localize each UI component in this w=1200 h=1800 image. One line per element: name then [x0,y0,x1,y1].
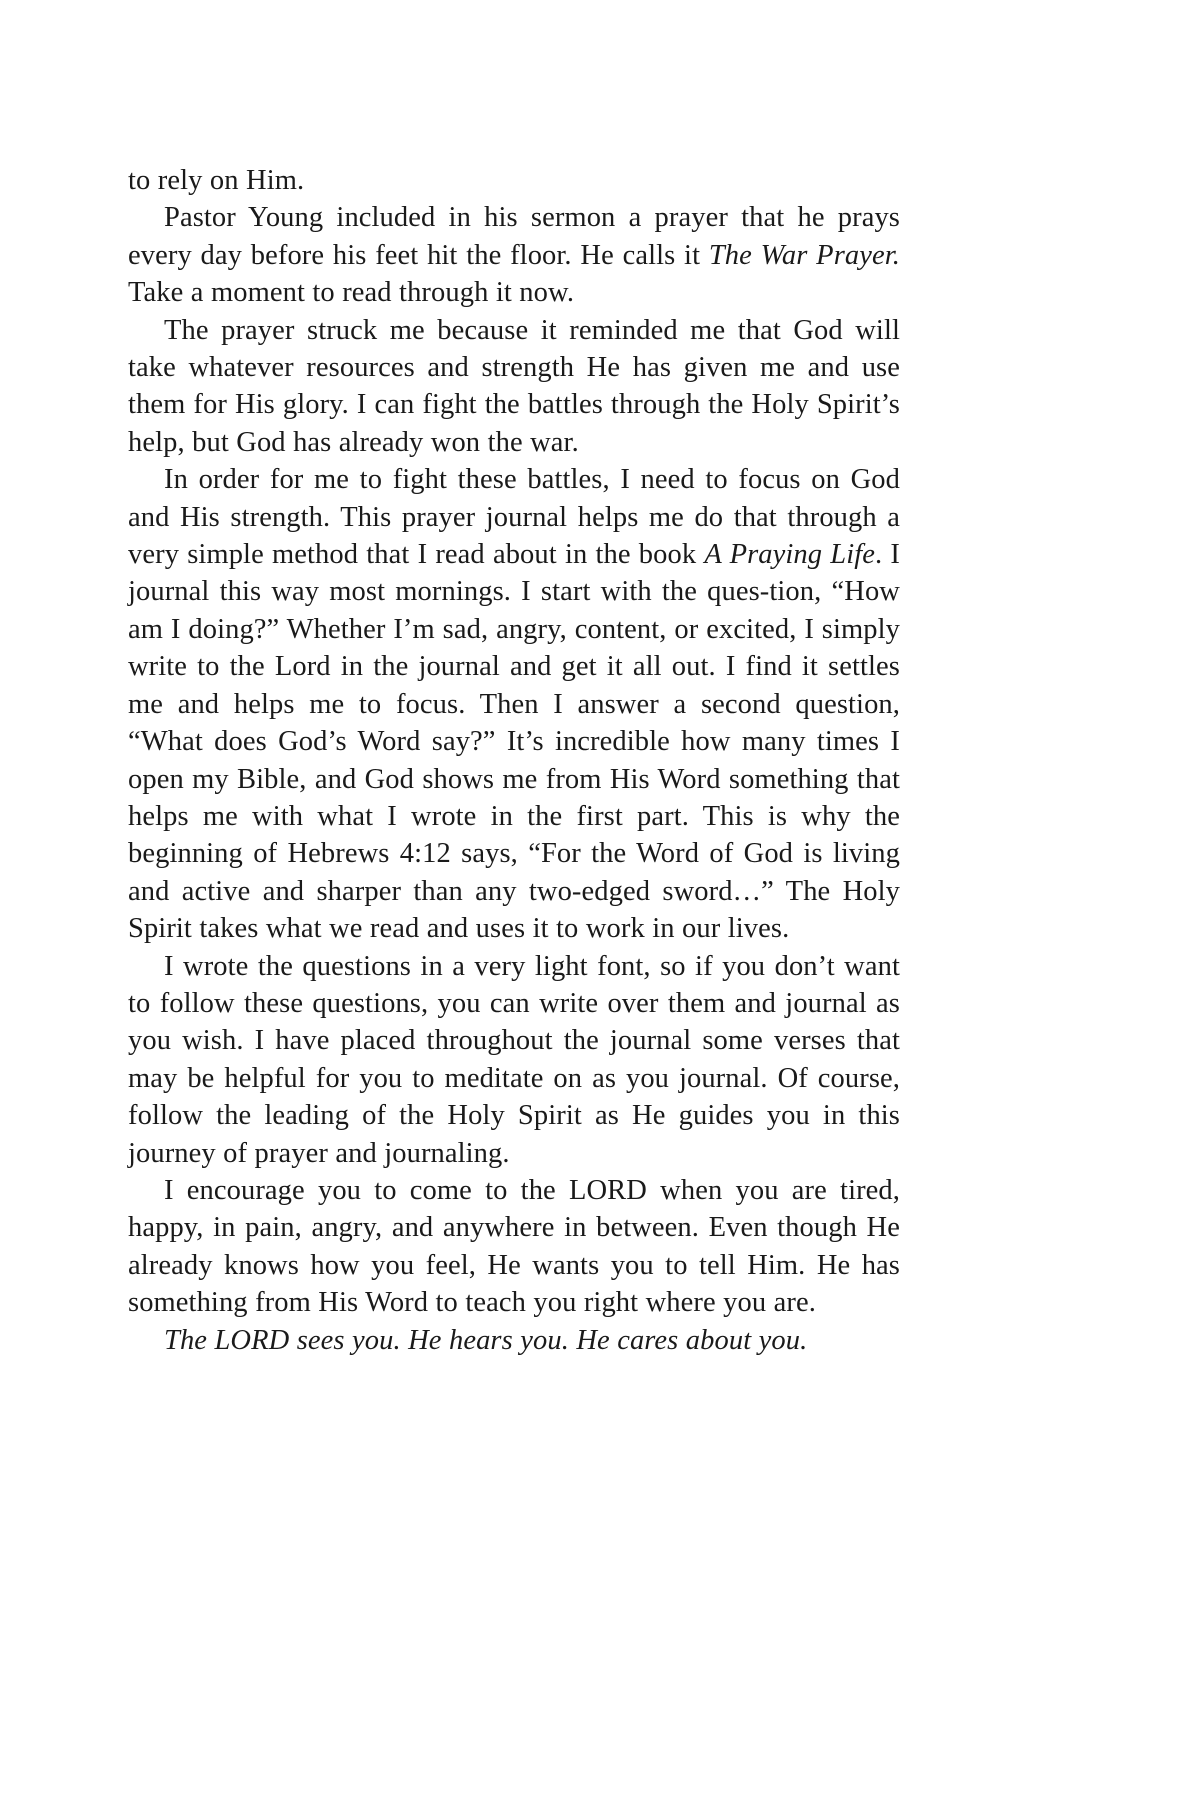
italic-run: The War Prayer. [708,239,900,271]
text-run: to rely on Him. [128,165,305,196]
paragraph [128,312,900,462]
text-run: The prayer struck me because it reminded me that God will take whatever resources and strength He has given me and use them for His glory. I can fight the battles through the Holy Spirit’s help, but God has already won the war. [128,314,900,458]
italic-run: A Praying Life [704,539,875,571]
text-run: . I journal this way most mornings. I start with the ques-tion, “How am I doing?” Whether I’m sad, angry, content, or excited, I simply write to the Lord in the journal and get it all out. I find it settles me and helps me to focus. Then I answer a second question, “What does God’s Word say?” It’s incredible how many times I open my Bible, and God shows me from His Word something that helps me with what I wrote in the first part. This is why the beginning of Hebrews 4:12 says, “For the Word of God is living and active and sharper than any two-edged sword…” The Holy Spirit takes what we read and uses it to work in our lives. [128,539,900,945]
italic-run: The LORD sees you. He hears you. He cares about you. [164,1324,808,1356]
text-run: I wrote the questions in a very light font, so if you don’t want to follow these questions, you can write over them and journal as you wish. I have placed throughout the journal some verses that may be helpful for you to meditate on as you journal. Of course, follow the leading of the Holy Spirit as He guides you in this journey of prayer and journaling. [128,950,900,1169]
paragraph [128,199,900,311]
text-run: Take a moment to read through it now. [128,277,575,309]
text-run: Pastor Young included in his sermon a prayer that he prays every day before his feet hit the floor. He calls it [128,202,900,271]
paragraph [128,948,900,1172]
body-text-column [128,162,900,1359]
paragraph [128,461,900,947]
paragraph [128,162,900,199]
paragraph [128,1322,900,1359]
paragraph [128,1172,900,1322]
text-run: I encourage you to come to the LORD when you are tired, happy, in pain, angry, and anywhere in between. Even though He already knows how you feel, He wants you to tell Him. He has something from His Word to teach you right where you are. [128,1174,900,1319]
text-run: In order for me to fight these battles, I need to focus on God and His strength. This prayer journal helps me do that through a very simple method that I read about in the book [128,464,900,571]
